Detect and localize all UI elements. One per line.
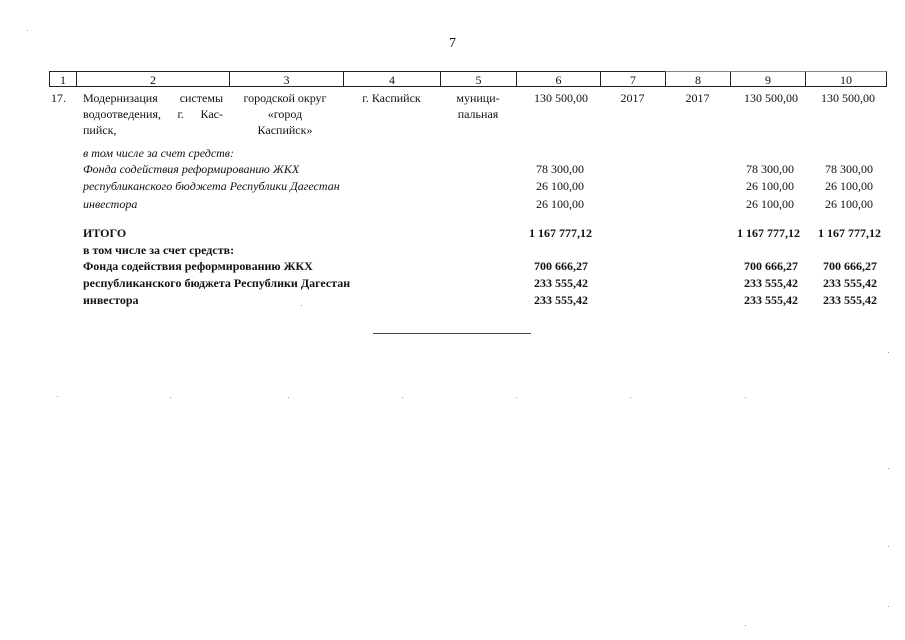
source-col10: 78 300,00: [825, 162, 873, 176]
total-source-col6: 233 555,42: [534, 276, 588, 290]
scan-speck: [888, 352, 889, 353]
total-col9: 1 167 777,12: [737, 226, 800, 240]
column-header-1: 1: [49, 71, 76, 87]
source-col9: 78 300,00: [746, 162, 794, 176]
municipality-line: городской округ: [243, 91, 327, 105]
row-number: 17.: [51, 91, 66, 105]
scan-speck: [630, 397, 631, 398]
total-col10: 1 167 777,12: [818, 226, 881, 240]
source-col10: 26 100,00: [825, 179, 873, 193]
column-header-3: 3: [229, 71, 343, 87]
column-header-6: 6: [516, 71, 600, 87]
total-source-label: Фонда содействия реформированию ЖКХ: [83, 259, 313, 273]
total-source-col10: 700 666,27: [823, 259, 877, 273]
scan-speck: [301, 305, 302, 306]
total-source-col9: 700 666,27: [744, 259, 798, 273]
scan-speck: [516, 397, 517, 398]
column-header-8: 8: [665, 71, 730, 87]
total-col6: 1 167 777,12: [529, 226, 592, 240]
total-source-col10: 233 555,42: [823, 276, 877, 290]
column-header-2: 2: [76, 71, 229, 87]
total-sources-header: в том числе за счет средств:: [83, 243, 235, 257]
locality: г. Каспийск: [362, 91, 421, 105]
total-label: ИТОГО: [83, 226, 127, 240]
scan-speck: [745, 625, 746, 626]
scan-speck: [27, 30, 28, 31]
year-start: 2017: [620, 91, 645, 105]
project-name-line: водоотведения, г. Кас-: [83, 107, 223, 121]
total-source-col10: 233 555,42: [823, 293, 877, 307]
total-source-col6: 233 555,42: [534, 293, 588, 307]
scan-speck: [402, 397, 403, 398]
source-col9: 26 100,00: [746, 179, 794, 193]
source-col10: 26 100,00: [825, 197, 873, 211]
source-col6: 78 300,00: [536, 162, 584, 176]
scan-speck: [170, 397, 171, 398]
total-source-col6: 700 666,27: [534, 259, 588, 273]
source-label: инвестора: [83, 197, 138, 211]
sources-header: в том числе за счет средств:: [83, 146, 235, 160]
municipality-line: «город: [267, 107, 303, 121]
page-number: 7: [449, 36, 456, 51]
source-col9: 26 100,00: [746, 197, 794, 211]
total-source-col9: 233 555,42: [744, 276, 798, 290]
col9-value: 130 500,00: [744, 91, 798, 105]
total-source-col9: 233 555,42: [744, 293, 798, 307]
source-col6: 26 100,00: [536, 197, 584, 211]
ownership-line: муници-: [456, 91, 500, 105]
source-col6: 26 100,00: [536, 179, 584, 193]
source-label: республиканского бюджета Республики Дагестан: [83, 179, 340, 193]
total-source-label: республиканского бюджета Республики Дагестан: [83, 276, 351, 290]
closing-rule: [373, 333, 531, 334]
column-header-4: 4: [343, 71, 440, 87]
ownership-line: пальная: [457, 107, 499, 121]
scan-speck: [888, 468, 889, 469]
column-header-5: 5: [440, 71, 516, 87]
municipality-line: Каспийск»: [257, 123, 313, 137]
project-name-line: Модернизация системы: [83, 91, 223, 105]
source-label: Фонда содействия реформированию ЖКХ: [83, 162, 300, 176]
scan-speck: [57, 396, 58, 397]
scan-speck: [888, 606, 889, 607]
project-name-line: пийск,: [83, 123, 117, 137]
scan-speck: [288, 397, 289, 398]
column-header-9: 9: [730, 71, 805, 87]
cost-value: 130 500,00: [534, 91, 588, 105]
year-end: 2017: [685, 91, 710, 105]
column-header-10: 10: [805, 71, 887, 87]
scan-speck: [888, 546, 889, 547]
col10-value: 130 500,00: [821, 91, 875, 105]
scan-speck: [745, 397, 746, 398]
total-source-label: инвестора: [83, 293, 139, 307]
column-header-7: 7: [600, 71, 665, 87]
